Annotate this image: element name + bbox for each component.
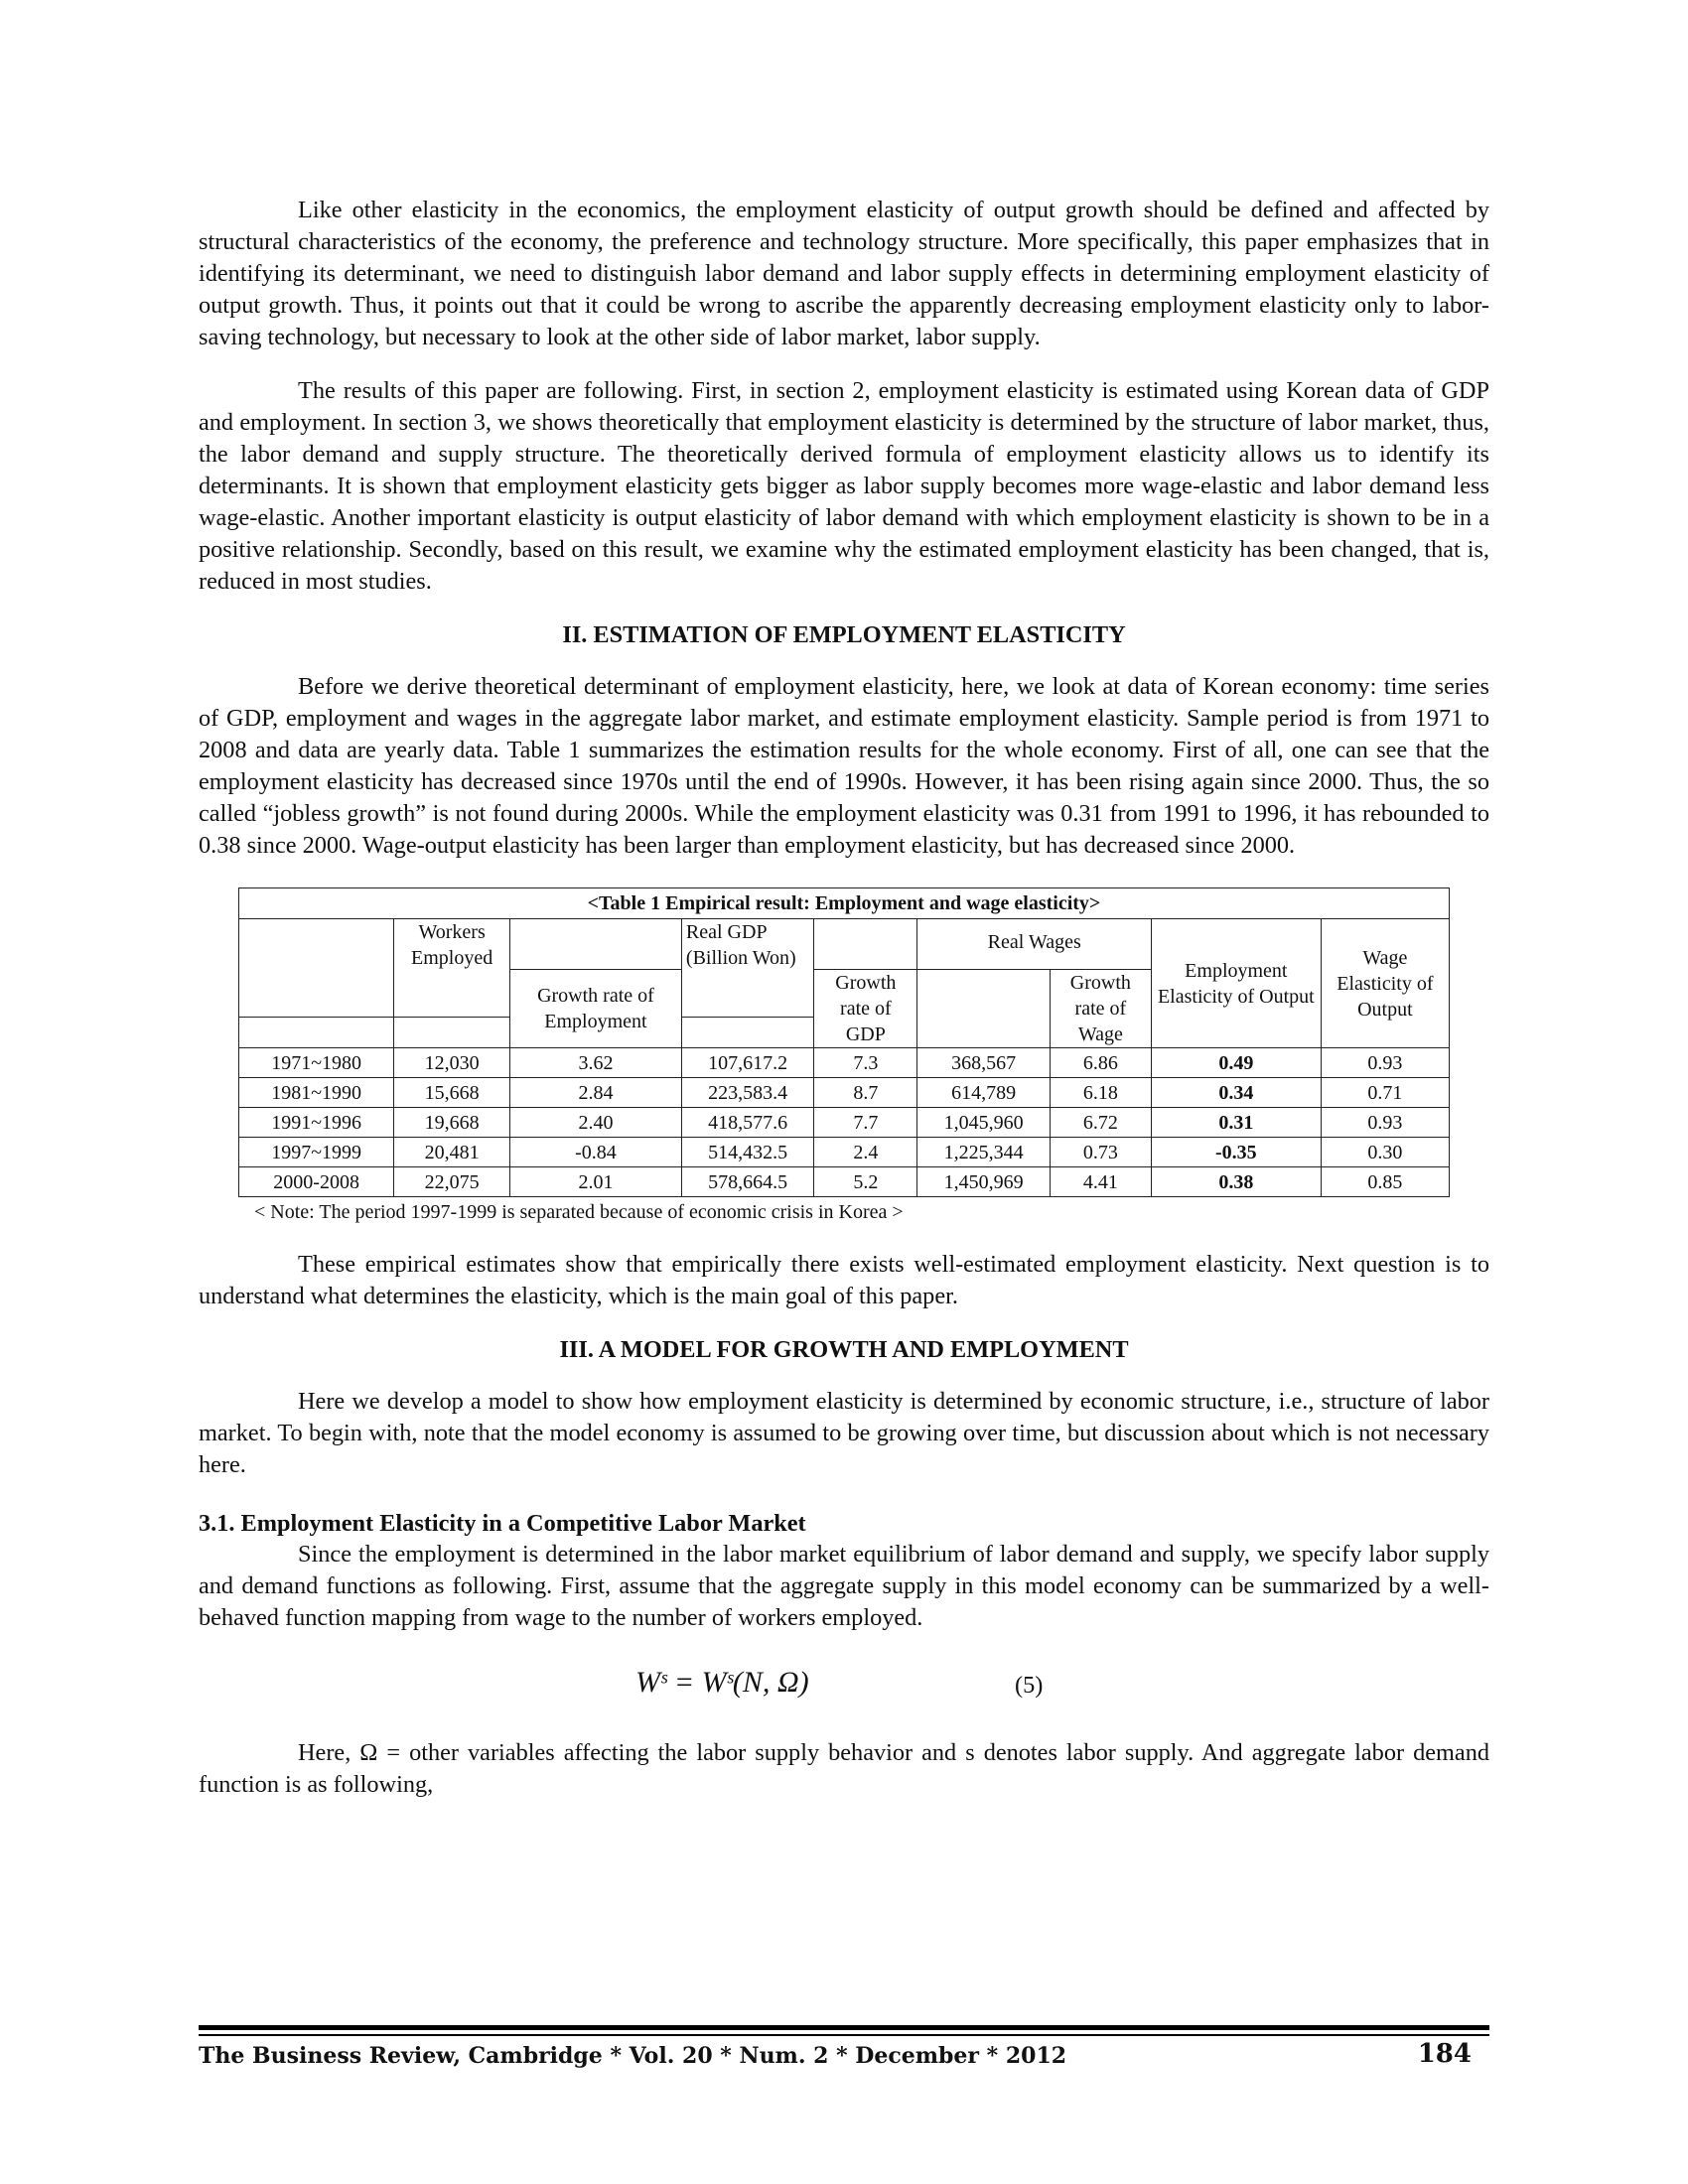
cell-growth-wage: 0.73 <box>1050 1138 1151 1167</box>
cell-period: 1981~1990 <box>239 1078 394 1108</box>
section-heading-3: III. A MODEL FOR GROWTH AND EMPLOYMENT <box>559 1336 1129 1363</box>
cell-wage-elasticity: 0.85 <box>1321 1167 1449 1197</box>
header-blank-4 <box>917 970 1050 1048</box>
page-number: 184 <box>1417 2039 1472 2069</box>
header-gdp: Real GDP (Billion Won) <box>681 919 813 1018</box>
cell-growth-gdp: 7.3 <box>814 1048 917 1078</box>
cell-growth-gdp: 5.2 <box>814 1167 917 1197</box>
header-growth-wage: Growth rate of Wage <box>1050 970 1151 1048</box>
cell-growth-gdp: 7.7 <box>814 1108 917 1138</box>
model-paragraph: Here we develop a model to show how employment elasticity is determined by economic structure, i.e., structure of labor market. To begin with, note that the model economy is assumed to be growing over time, but discussion about which is not necessary here. <box>199 1388 1489 1478</box>
document-page <box>199 195 1489 1801</box>
cell-period: 1991~1996 <box>239 1108 394 1138</box>
cell-workers: 15,668 <box>394 1078 510 1108</box>
header-blank-7 <box>681 1018 813 1048</box>
header-wage-elasticity: Wage Elasticity of Output <box>1321 919 1449 1048</box>
header-workers: Workers Employed <box>394 919 510 1018</box>
cell-wage-elasticity: 0.71 <box>1321 1078 1449 1108</box>
cell-growth-wage: 6.18 <box>1050 1078 1151 1108</box>
table-row <box>239 1138 1450 1167</box>
cell-workers: 19,668 <box>394 1108 510 1138</box>
estimates-paragraph: These empirical estimates show that empirically there exists well-estimated employment elasticity. Next question is to understand what determines the elasticity, which is the main goal of this paper. <box>199 1251 1489 1309</box>
cell-gdp: 578,664.5 <box>681 1167 813 1197</box>
table-note: < Note: The period 1997-1999 is separated because of economic crisis in Korea > <box>254 1201 904 1223</box>
cell-gdp: 107,617.2 <box>681 1048 813 1078</box>
header-wages: Real Wages <box>917 919 1151 970</box>
table-caption: <Table 1 Empirical result: Employment and wage elasticity> <box>239 888 1450 919</box>
cell-wages: 1,225,344 <box>917 1138 1050 1167</box>
cell-emp-elasticity: 0.34 <box>1151 1078 1321 1108</box>
cell-growth-gdp: 2.4 <box>814 1138 917 1167</box>
cell-growth-wage: 6.72 <box>1050 1108 1151 1138</box>
intro-paragraph-2: The results of this paper are following. First, in section 2, employment elasticity is estimated using Korean data of GDP and employment. In section 3, we shows theoretically that employment elasticity is determined by the structure of labor market, thus, the labor demand and supply structure. The theoretically derived formula of employment elasticity allows us to identify its determinants. It is shown that employment elasticity gets bigger as labor supply becomes more wage-elastic and labor demand less wage-elastic. Another important elasticity is output elasticity of labor demand with which employment elasticity is shown to be in a positive relationship. Secondly, based on this result, we examine why the estimated employment elasticity has been changed, that is, reduced in most studies. <box>199 377 1489 595</box>
cell-growth-wage: 4.41 <box>1050 1167 1151 1197</box>
table-1 <box>238 887 1450 1225</box>
cell-wage-elasticity: 0.93 <box>1321 1108 1449 1138</box>
section-heading-2: II. ESTIMATION OF EMPLOYMENT ELASTICITY <box>562 621 1126 648</box>
subsection-heading-3-1: 3.1. Employment Elasticity in a Competitive Labor Market <box>199 1510 806 1537</box>
header-emp-elasticity: Employment Elasticity of Output <box>1151 919 1321 1048</box>
footer-rule-thin <box>199 2034 1489 2036</box>
journal-citation: The Business Review, Cambridge * Vol. 20 * Num. 2 * December * 2012 <box>199 2043 1067 2069</box>
equation-number: (5) <box>1015 1672 1044 1699</box>
cell-period: 1971~1980 <box>239 1048 394 1078</box>
cell-wages: 614,789 <box>917 1078 1050 1108</box>
header-blank-2 <box>509 919 681 970</box>
cell-workers: 12,030 <box>394 1048 510 1078</box>
competitive-market-paragraph: Since the employment is determined in the labor market equilibrium of labor demand and supply, we specify labor supply and demand functions as following. First, assume that the aggregate supply in this model economy can be summarized by a well-behaved function mapping from wage to the number of workers employed. <box>199 1541 1489 1631</box>
cell-wages: 1,450,969 <box>917 1167 1050 1197</box>
table-row <box>239 1167 1450 1197</box>
table-row <box>239 1048 1450 1078</box>
elasticity-table <box>238 887 1450 1197</box>
table-row <box>239 1108 1450 1138</box>
cell-gdp: 418,577.6 <box>681 1108 813 1138</box>
header-growth-gdp: Growth rate of GDP <box>814 970 917 1048</box>
cell-workers: 22,075 <box>394 1167 510 1197</box>
omega-paragraph: Here, Ω = other variables affecting the labor supply behavior and s denotes labor supply. And aggregate labor demand function is as following, <box>199 1739 1489 1798</box>
header-blank-5 <box>239 1018 394 1048</box>
cell-period: 1997~1999 <box>239 1138 394 1167</box>
cell-growth-emp: 2.40 <box>509 1108 681 1138</box>
header-blank-3 <box>814 919 917 970</box>
cell-gdp: 514,432.5 <box>681 1138 813 1167</box>
cell-growth-emp: 2.84 <box>509 1078 681 1108</box>
cell-emp-elasticity: 0.31 <box>1151 1108 1321 1138</box>
cell-emp-elasticity: 0.38 <box>1151 1167 1321 1197</box>
cell-emp-elasticity: -0.35 <box>1151 1138 1321 1167</box>
cell-wages: 1,045,960 <box>917 1108 1050 1138</box>
cell-wage-elasticity: 0.93 <box>1321 1048 1449 1078</box>
table-row <box>239 1078 1450 1108</box>
cell-wage-elasticity: 0.30 <box>1321 1138 1449 1167</box>
header-growth-emp: Growth rate of Employment <box>509 970 681 1048</box>
cell-gdp: 223,583.4 <box>681 1078 813 1108</box>
cell-growth-emp: -0.84 <box>509 1138 681 1167</box>
cell-emp-elasticity: 0.49 <box>1151 1048 1321 1078</box>
cell-wages: 368,567 <box>917 1048 1050 1078</box>
labor-supply-equation: Wˢ = Wˢ(N, Ω) <box>635 1666 809 1699</box>
cell-workers: 20,481 <box>394 1138 510 1167</box>
intro-paragraph-1: Like other elasticity in the economics, the employment elasticity of output growth should be defined and affected by structural characteristics of the economy, the preference and technology structure. More specifically, this paper emphasizes that in identifying its determinant, we need to distinguish labor demand and labor supply effects in determining employment elasticity of output growth. Thus, it points out that it could be wrong to ascribe the apparently decreasing employment elasticity only to labor-saving technology, but necessary to look at the other side of labor market, labor supply. <box>199 197 1489 350</box>
cell-growth-emp: 2.01 <box>509 1167 681 1197</box>
equation-5 <box>199 1662 1489 1711</box>
footer-rule-thick <box>199 2025 1489 2030</box>
cell-period: 2000-2008 <box>239 1167 394 1197</box>
cell-growth-wage: 6.86 <box>1050 1048 1151 1078</box>
header-blank-6 <box>394 1018 510 1048</box>
estimation-paragraph: Before we derive theoretical determinant of employment elasticity, here, we look at data of Korean economy: time series of GDP, employment and wages in the aggregate labor market, and estimate employment elasticity. Sample period is from 1971 to 2008 and data are yearly data. Table 1 summarizes the estimation results for the whole economy. First of all, one can see that the employment elasticity has decreased since 1970s until the end of 1990s. However, it has been rising again since 2000. Thus, the so called “jobless growth” is not found during 2000s. While the employment elasticity was 0.31 from 1991 to 1996, it has rebounded to 0.38 since 2000. Wage-output elasticity has been larger than employment elasticity, but has decreased since 2000. <box>199 673 1489 859</box>
cell-growth-gdp: 8.7 <box>814 1078 917 1108</box>
header-blank <box>239 919 394 1018</box>
cell-growth-emp: 3.62 <box>509 1048 681 1078</box>
